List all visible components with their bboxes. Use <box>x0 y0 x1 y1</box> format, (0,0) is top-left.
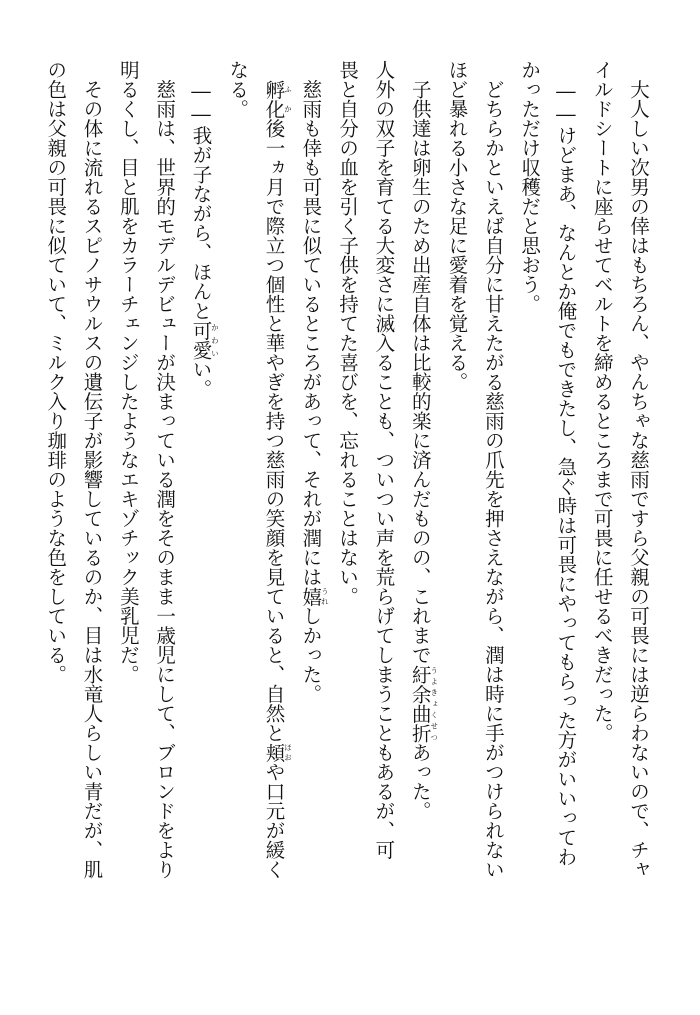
ruby-annotated-word <box>262 742 293 763</box>
text-run: ――けどまあ、なんとか俺でもできたし、急ぐ時は可畏にやってもらった方がいいってわ <box>554 60 578 867</box>
text-column <box>146 60 182 990</box>
text-column <box>583 60 619 990</box>
text-run: や口元が緩く <box>262 762 286 879</box>
text-column <box>73 60 109 990</box>
text-column <box>365 60 401 990</box>
text-run: 畏と自分の血を引く子供を持てた喜びを、忘れることはない。 <box>336 60 360 606</box>
text-run: 大人しい次男の倖はもちろん、やんちゃな慈雨ですら父親の可畏には逆らわないので、チャ <box>627 60 650 879</box>
text-run: イルドシートに座らせてベルトを締めるところまで可畏に任せるべきだった。 <box>590 60 614 743</box>
ruby-base: 可愛 <box>189 320 213 360</box>
furigana: うよきょくせつ <box>429 664 439 743</box>
text-run: かっただけ収穫だと思おう。 <box>518 60 542 314</box>
text-column <box>511 60 547 990</box>
ruby-annotated-word <box>408 664 439 743</box>
text-column <box>110 60 146 990</box>
text-run: 子供達は卵生のため出産自体は比較的楽に済んだものの、これまで <box>408 60 432 665</box>
text-run: 慈雨も倖も可畏に似ているところがあって、それが潤には <box>299 60 323 587</box>
text-run: しかった。 <box>299 606 323 704</box>
ruby-base: 頬 <box>262 742 286 762</box>
text-column <box>438 60 474 990</box>
text-column <box>255 60 292 990</box>
vertical-text-body <box>37 60 656 990</box>
ruby-base: 嬉 <box>299 586 323 606</box>
text-run: 明るくし、目と肌をカラーチェンジしたようなエキゾチック美乳児だ。 <box>116 60 140 684</box>
text-run: い。 <box>189 359 213 399</box>
text-column <box>292 60 329 990</box>
text-run: 慈雨は、世界的モデルデビューが決まっている潤をそのまま一歳児にして、ブロンドをより <box>153 60 177 879</box>
text-run: なる。 <box>226 60 250 119</box>
furigana: ふか <box>283 79 293 119</box>
ruby-base: 孵化 <box>262 79 286 119</box>
text-column <box>547 60 583 990</box>
furigana: うれ <box>320 586 330 606</box>
text-run: 人外の双子を育てる大変さに滅入ることも、ついつい声を荒らげてしまうこともあるが、可 <box>372 60 396 860</box>
ruby-base: 紆余曲折 <box>408 664 432 743</box>
furigana: かわい <box>210 320 220 360</box>
ruby-annotated-word <box>189 320 220 360</box>
text-run: ほど暴れる小さな足に愛着を覚える。 <box>445 60 469 392</box>
text-run: の色は父親の可畏に似ていて、ミルク入り珈琲のような色をしている。 <box>44 60 68 684</box>
ruby-annotated-word <box>262 79 293 119</box>
text-run: どちらかといえば自分に甘えたがる慈雨の爪先を押さえながら、潤は時に手がつけられない <box>481 60 505 879</box>
text-column <box>401 60 438 990</box>
text-column <box>219 60 255 990</box>
text-run <box>263 60 286 80</box>
text-column <box>329 60 365 990</box>
text-run: あった。 <box>408 742 432 821</box>
text-column <box>475 60 511 990</box>
furigana: ほお <box>283 742 293 762</box>
ruby-annotated-word <box>299 586 330 607</box>
text-column <box>37 60 73 990</box>
text-column <box>182 60 219 990</box>
text-column <box>620 60 656 990</box>
text-run: 後一ヵ月で際立つ個性と華やぎを持つ慈雨の笑顔を見ていると、自然と <box>262 118 286 743</box>
text-run: その体に流れるスピノサウルスの遺伝子が影響しているのか、目は水竜人らしい青だが、肌 <box>80 60 104 879</box>
text-run: ――我が子ながら、ほんと <box>189 60 213 321</box>
